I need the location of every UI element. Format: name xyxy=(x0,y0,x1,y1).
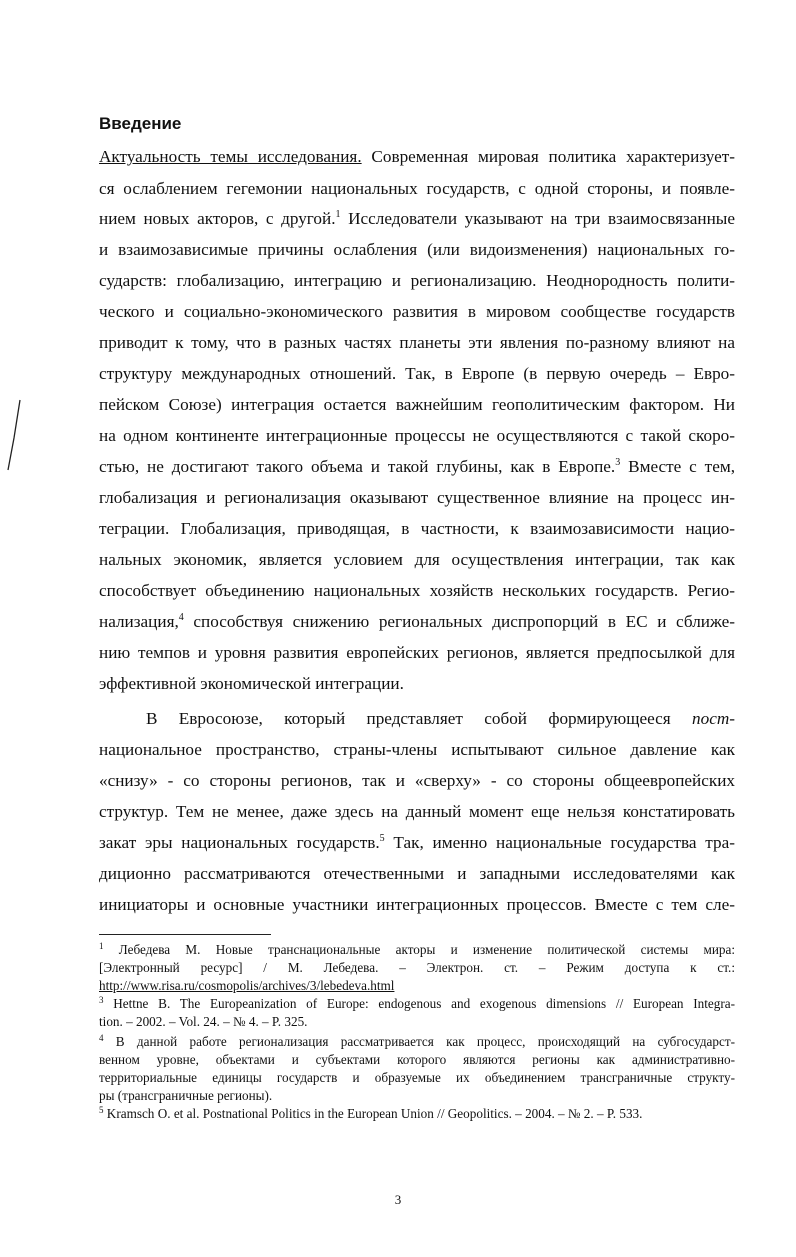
footnote-line: $^4$ В данной работе регионализация рассматривается как процесс, происходящий на субгосударст- xyxy=(99,1033,735,1049)
topic-relevance-lead: Актуальность темы исследования. xyxy=(99,147,362,166)
text-line: нализация,$^4$ способствуя снижению региональных диспропорций в ЕС и сближе- xyxy=(99,612,735,631)
text-line: диционно рассматриваются отечественными и западными исследователями как xyxy=(99,864,735,883)
section-heading: Введение xyxy=(99,114,182,133)
footnote-line: территориальные единицы государств и образуемые их объединением трансграничные структу- xyxy=(99,1070,735,1085)
page-number: 3 xyxy=(394,1192,402,1207)
text-line: Актуальность темы исследования. Современная мировая политика характеризует- xyxy=(99,147,735,166)
text-line: нием новых акторов, с другой.$^1$ Исследователи указывают на три взаимосвязанные xyxy=(99,209,735,228)
footnote-line: $^5$ Kramsch O. et al. Postnational Politics in the European Union // Geopolitics. – 2004. – № 2. – P. 533. xyxy=(99,1105,643,1121)
text-line: ся ослаблением гегемонии национальных государств, с одной стороны, и появле- xyxy=(99,179,735,198)
text-line: структуру международных отношений. Так, в Европе (в первую очередь – Евро- xyxy=(99,364,735,383)
text-line: приводит к тому, что в разных частях планеты эти явления по-разному влияют на xyxy=(99,333,735,352)
text-line: теграции. Глобализация, приводящая, в частности, к взаимозависимости нацио- xyxy=(99,519,735,538)
text-line: стью, не достигают такого объема и такой глубины, как в Европе.$^3$ Вместе с тем, xyxy=(99,457,735,476)
footnote-line: $^1$ Лебедева М. Новые транснациональные акторы и изменение политической системы мира: xyxy=(99,941,735,957)
footnote-line xyxy=(99,978,735,994)
margin-pen-mark xyxy=(4,398,24,474)
text-line: структур. Тем не менее, даже здесь на данный момент еще нельзя констатировать xyxy=(99,802,735,821)
text-line: закат эры национальных государств.$^5$ Так, именно национальные государства тра- xyxy=(99,833,735,852)
text-line: «снизу» - со стороны регионов, так и «сверху» - со стороны общеевропейских xyxy=(99,771,735,790)
text-line: эффективной экономической интеграции. xyxy=(99,674,404,693)
footnote-ref: 5 xyxy=(379,833,385,844)
emphasis-text: пост- xyxy=(692,709,735,728)
footnote-line: ры (трансграничные регионы). xyxy=(99,1088,273,1103)
text-line: нальных экономик, является условием для осуществления интеграции, так как xyxy=(99,550,735,569)
text-line: способствует объединению национальных хозяйств нескольких государств. Регио- xyxy=(99,581,735,600)
footnote-line: tion. – 2002. – Vol. 24. – № 4. – P. 325. xyxy=(99,1014,308,1029)
text-line: пейском Союзе) интеграция остается важнейшим геополитическим фактором. Ни xyxy=(99,395,735,414)
text-line: нию темпов и уровня развития европейских регионов, является предпосылкой для xyxy=(99,643,735,662)
text-line: В Евросоюзе, который представляет собой формирующееся пост- xyxy=(146,709,735,728)
text-line: ческого и социально-экономического развития в мировом сообществе государств xyxy=(99,302,735,321)
footnote-ref: 4 xyxy=(178,612,184,623)
footnote-number: 1 xyxy=(99,941,104,951)
footnote-number: 3 xyxy=(99,995,104,1005)
text-line: и взаимозависимые причины ослабления (или видоизменения) национальных го- xyxy=(99,240,735,259)
footnote-number: 5 xyxy=(99,1105,104,1115)
text-line: сударств: глобализацию, интеграцию и регионализацию. Неоднородность полити- xyxy=(99,271,735,290)
footnote-line: [Электронный ресурс] / М. Лебедева. – Электрон. ст. – Режим доступа к ст.: xyxy=(99,960,735,975)
footnote-ref: 1 xyxy=(335,209,341,220)
footnote-url-link[interactable]: http://www.risa.ru/cosmopolis/archives/3/lebedeva.html xyxy=(99,978,395,993)
footnote-number: 4 xyxy=(99,1033,104,1043)
footnote-line: $^3$ Hettne B. The Europeanization of Europe: endogenous and exogenous dimensions // European Integra- xyxy=(99,995,735,1011)
footnote-ref: 3 xyxy=(615,457,621,468)
text-line: национальное пространство, страны-члены испытывают сильное давление как xyxy=(99,740,735,759)
footnote-separator xyxy=(99,934,271,935)
text-line: инициаторы и основные участники интеграционных процессов. Вместе с тем сле- xyxy=(99,895,735,914)
text-line: на одном континенте интеграционные процессы не осуществляются с такой скоро- xyxy=(99,426,735,445)
footnote-line: венном уровне, объектами и субъектами которого являются регионы как административно- xyxy=(99,1052,735,1067)
text-line: глобализация и регионализация оказывают существенное влияние на процесс ин- xyxy=(99,488,735,507)
